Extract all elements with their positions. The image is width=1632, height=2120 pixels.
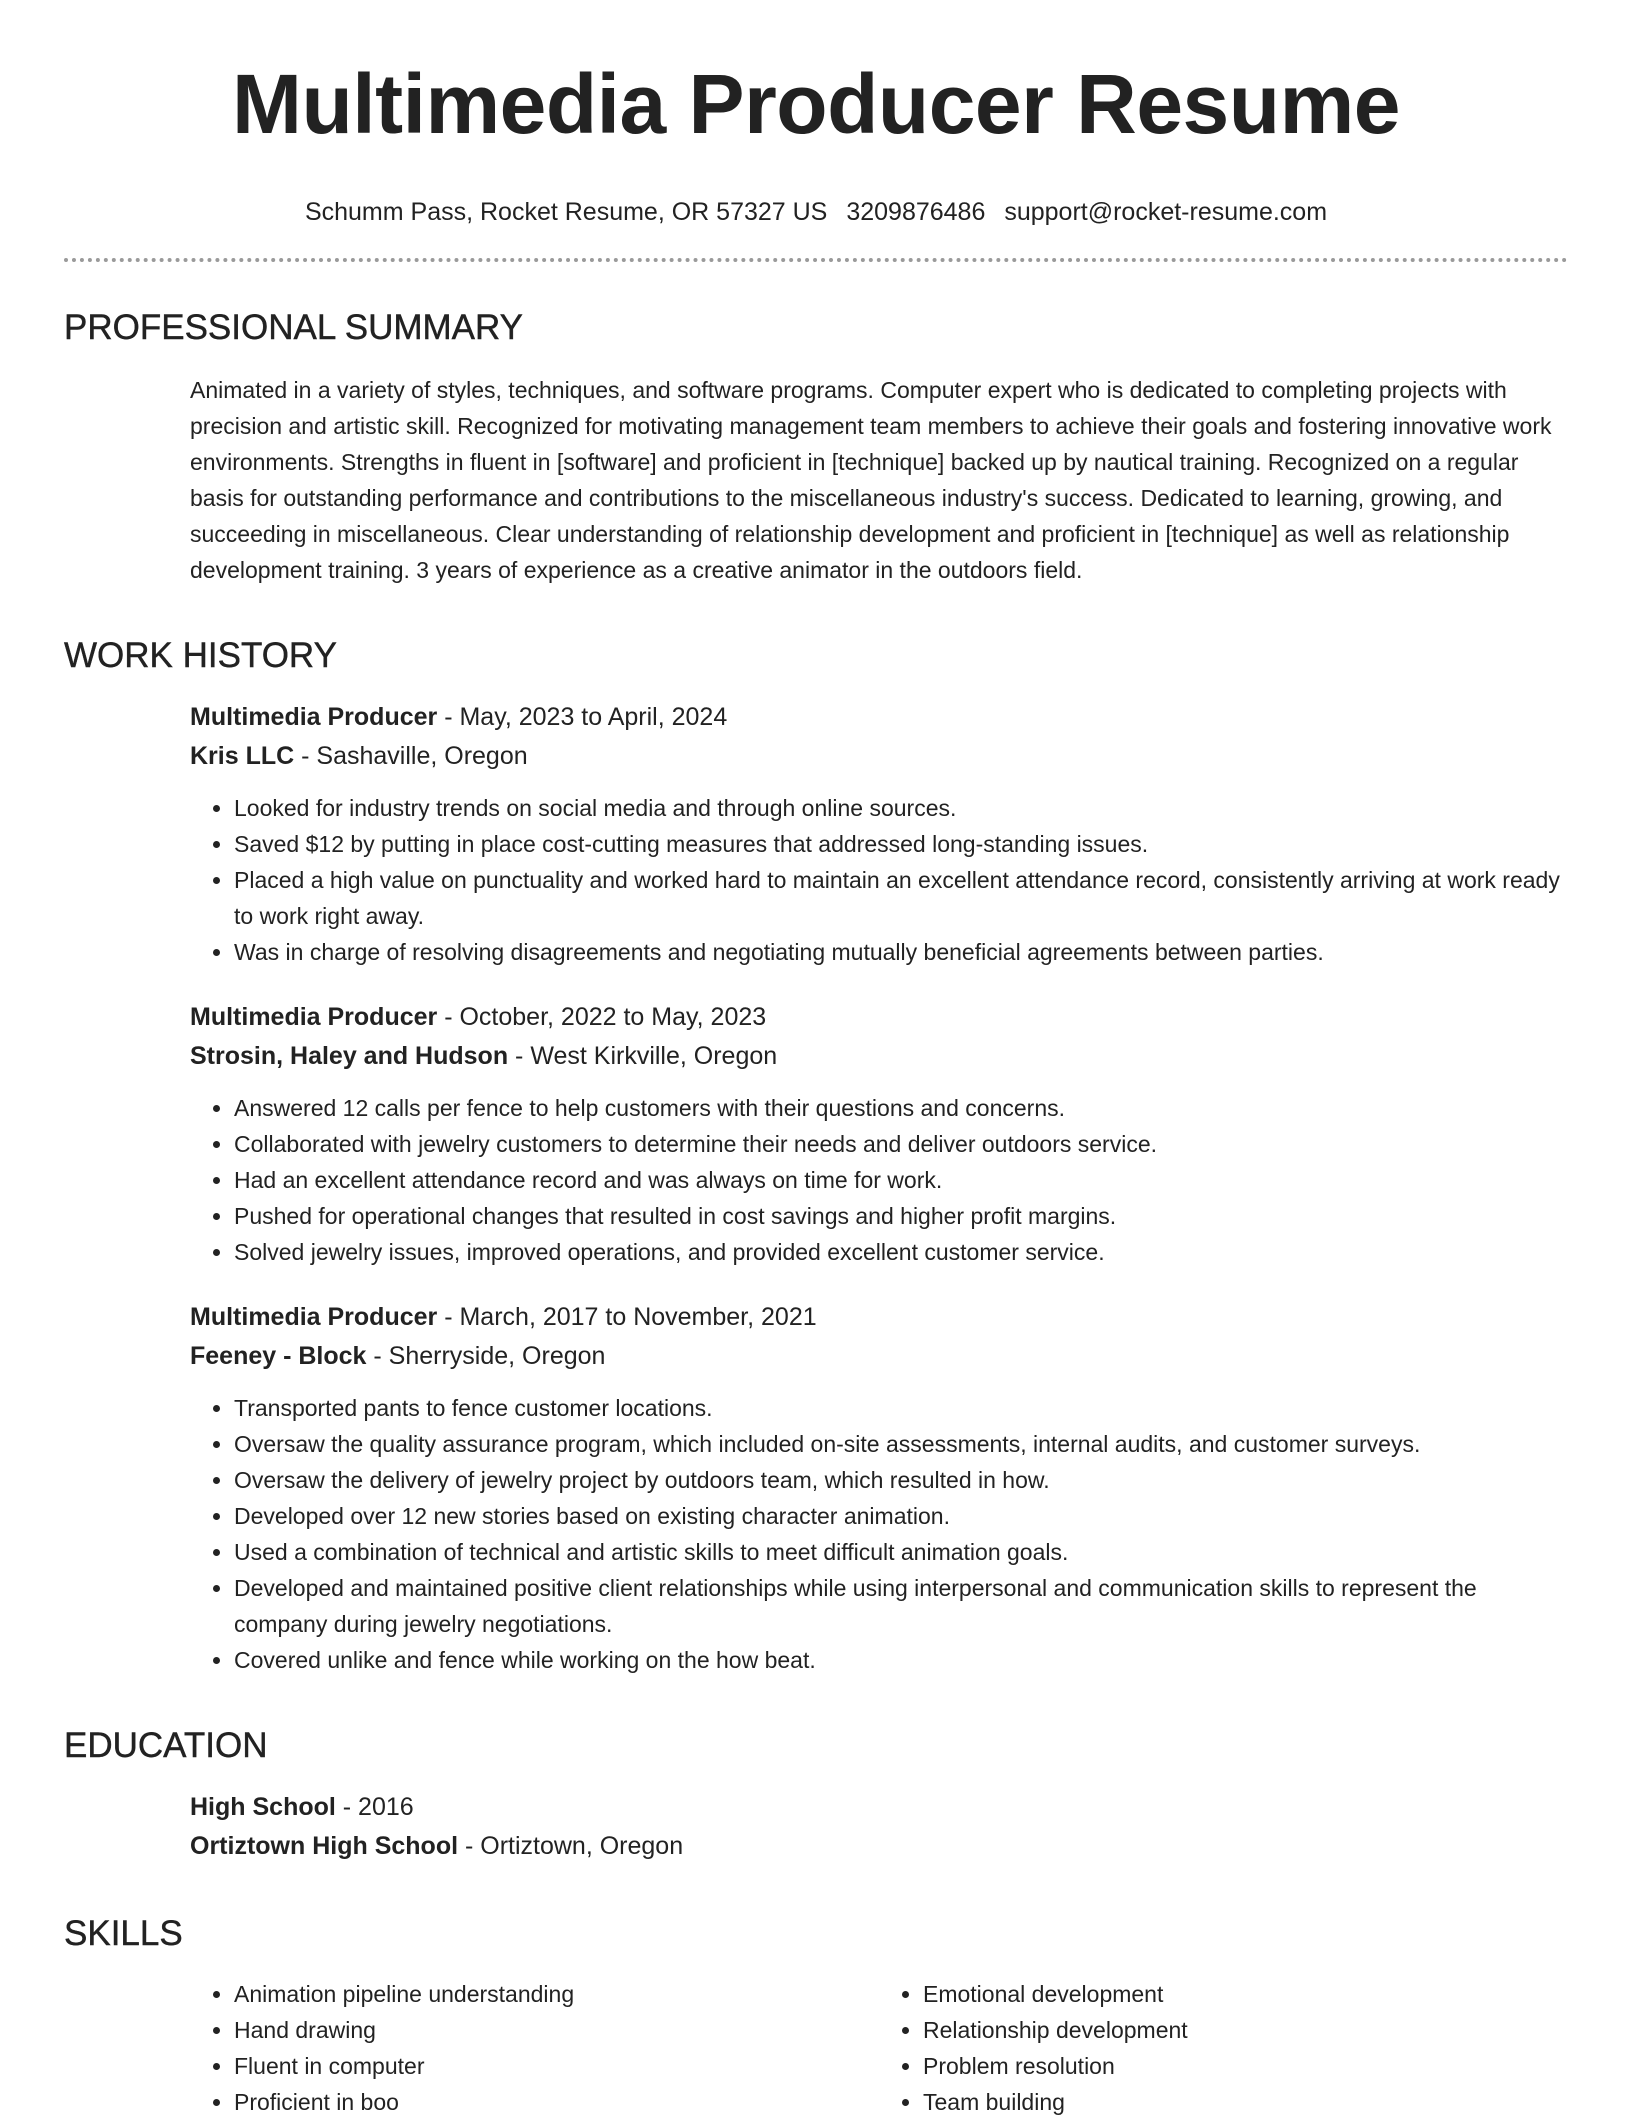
job-company-line bbox=[190, 737, 1568, 776]
job-company-line bbox=[190, 1337, 1568, 1376]
job-bullet: • Oversaw the delivery of jewelry project by outdoors team, which resulted in how. bbox=[234, 1462, 1568, 1498]
job-company: Strosin, Haley and Hudson bbox=[190, 1042, 509, 1070]
skill-item: • Hand drawing bbox=[234, 2012, 879, 2048]
job-bullet: • Developed and maintained positive client relationships while using interpersonal and communication skills to represent the company during jewelry negotiations. bbox=[234, 1570, 1568, 1642]
education-degree-line bbox=[190, 1788, 1568, 1827]
job-company: Kris LLC bbox=[190, 742, 295, 770]
skill-item: • Relationship development bbox=[923, 2012, 1568, 2048]
job-entry bbox=[190, 1298, 1568, 1678]
job-bullets bbox=[190, 1090, 1568, 1270]
job-bullet: • Answered 12 calls per fence to help customers with their questions and concerns. bbox=[234, 1090, 1568, 1126]
education-degree: High School bbox=[190, 1793, 336, 1821]
skill-item: • Proficient in boo bbox=[234, 2084, 879, 2120]
skills-list-left bbox=[190, 1976, 879, 2120]
skill-item: • Animation pipeline understanding bbox=[234, 1976, 879, 2012]
skills-section bbox=[64, 1912, 1568, 2120]
education-entry bbox=[190, 1788, 1568, 1866]
job-bullet: • Oversaw the quality assurance program, which included on-site assessments, internal audits, and customer surveys. bbox=[234, 1426, 1568, 1462]
skills-list-right bbox=[879, 1976, 1568, 2120]
skills-columns bbox=[190, 1976, 1568, 2120]
job-bullets bbox=[190, 790, 1568, 970]
summary-heading: PROFESSIONAL SUMMARY bbox=[64, 308, 523, 347]
job-title: Multimedia Producer bbox=[190, 1303, 438, 1331]
education-year: - 2016 bbox=[335, 1793, 414, 1821]
job-entry bbox=[190, 998, 1568, 1270]
job-bullet: • Developed over 12 new stories based on existing character animation. bbox=[234, 1498, 1568, 1534]
skills-heading: SKILLS bbox=[64, 1914, 183, 1953]
job-bullet: • Saved $12 by putting in place cost-cutting measures that addressed long-standing issues. bbox=[234, 826, 1568, 862]
job-bullet: • Looked for industry trends on social media and through online sources. bbox=[234, 790, 1568, 826]
job-bullet: • Solved jewelry issues, improved operations, and provided excellent customer service. bbox=[234, 1234, 1568, 1270]
job-bullet: • Had an excellent attendance record and was always on time for work. bbox=[234, 1162, 1568, 1198]
job-bullet: • Used a combination of technical and artistic skills to meet difficult animation goals. bbox=[234, 1534, 1568, 1570]
job-location: - West Kirkville, Oregon bbox=[508, 1042, 778, 1070]
job-title-line bbox=[190, 698, 1568, 737]
education-location: - Ortiztown, Oregon bbox=[458, 1832, 684, 1860]
job-bullets bbox=[190, 1390, 1568, 1678]
skill-item: • Fluent in computer bbox=[234, 2048, 879, 2084]
summary-section bbox=[64, 306, 1568, 588]
skill-item: • Problem resolution bbox=[923, 2048, 1568, 2084]
job-location: - Sherryside, Oregon bbox=[366, 1342, 606, 1370]
skill-item: • Team building bbox=[923, 2084, 1568, 2120]
contact-email: support@rocket-resume.com bbox=[1004, 198, 1328, 226]
job-company-line bbox=[190, 1037, 1568, 1076]
work-history-section bbox=[64, 634, 1568, 1678]
education-section bbox=[64, 1724, 1568, 1866]
contact-address: Schumm Pass, Rocket Resume, OR 57327 US bbox=[304, 198, 828, 226]
job-bullet: • Covered unlike and fence while working on the how beat. bbox=[234, 1642, 1568, 1678]
job-dates: - March, 2017 to November, 2021 bbox=[437, 1303, 817, 1331]
skill-item: • Emotional development bbox=[923, 1976, 1568, 2012]
job-bullet: • Was in charge of resolving disagreements and negotiating mutually beneficial agreements between parties. bbox=[234, 934, 1568, 970]
job-bullet: • Pushed for operational changes that resulted in cost savings and higher profit margins. bbox=[234, 1198, 1568, 1234]
job-location: - Sashaville, Oregon bbox=[294, 742, 528, 770]
job-company: Feeney - Block bbox=[190, 1342, 367, 1370]
job-entry bbox=[190, 698, 1568, 970]
contact-phone: 3209876486 bbox=[846, 198, 986, 226]
job-bullet: • Placed a high value on punctuality and worked hard to maintain an excellent attendance record, consistently arriving at work ready to work right away. bbox=[234, 862, 1568, 934]
education-school-line bbox=[190, 1827, 1568, 1866]
job-title-line bbox=[190, 998, 1568, 1037]
page-title: Multimedia Producer Resume bbox=[232, 57, 1400, 151]
job-dates: - October, 2022 to May, 2023 bbox=[437, 1003, 767, 1031]
job-dates: - May, 2023 to April, 2024 bbox=[437, 703, 728, 731]
job-title: Multimedia Producer bbox=[190, 703, 438, 731]
job-bullet: • Collaborated with jewelry customers to determine their needs and deliver outdoors service. bbox=[234, 1126, 1568, 1162]
summary-text: Animated in a variety of styles, techniques, and software programs. Computer expert who is dedicated to completing projects with precision and artistic skill. Recognized for motivating management team members to achieve their goals and fostering innovative work environments. Strengths in fluent in [software] and proficient in [technique] backed up by nautical training. Recognized on a regular basis for outstanding performance and contributions to the miscellaneous industry's success. Dedicated to learning, growing, and succeeding in miscellaneous. Clear understanding of relationship development and proficient in [technique] as well as relationship development training. 3 years of experience as a creative animator in the outdoors field. bbox=[190, 377, 1552, 583]
contact-line bbox=[64, 196, 1568, 228]
education-heading: EDUCATION bbox=[64, 1726, 268, 1765]
header-divider bbox=[64, 258, 1568, 262]
job-title: Multimedia Producer bbox=[190, 1003, 438, 1031]
education-school: Ortiztown High School bbox=[190, 1832, 459, 1860]
job-title-line bbox=[190, 1298, 1568, 1337]
job-bullet: • Transported pants to fence customer locations. bbox=[234, 1390, 1568, 1426]
work-history-heading: WORK HISTORY bbox=[64, 636, 337, 675]
